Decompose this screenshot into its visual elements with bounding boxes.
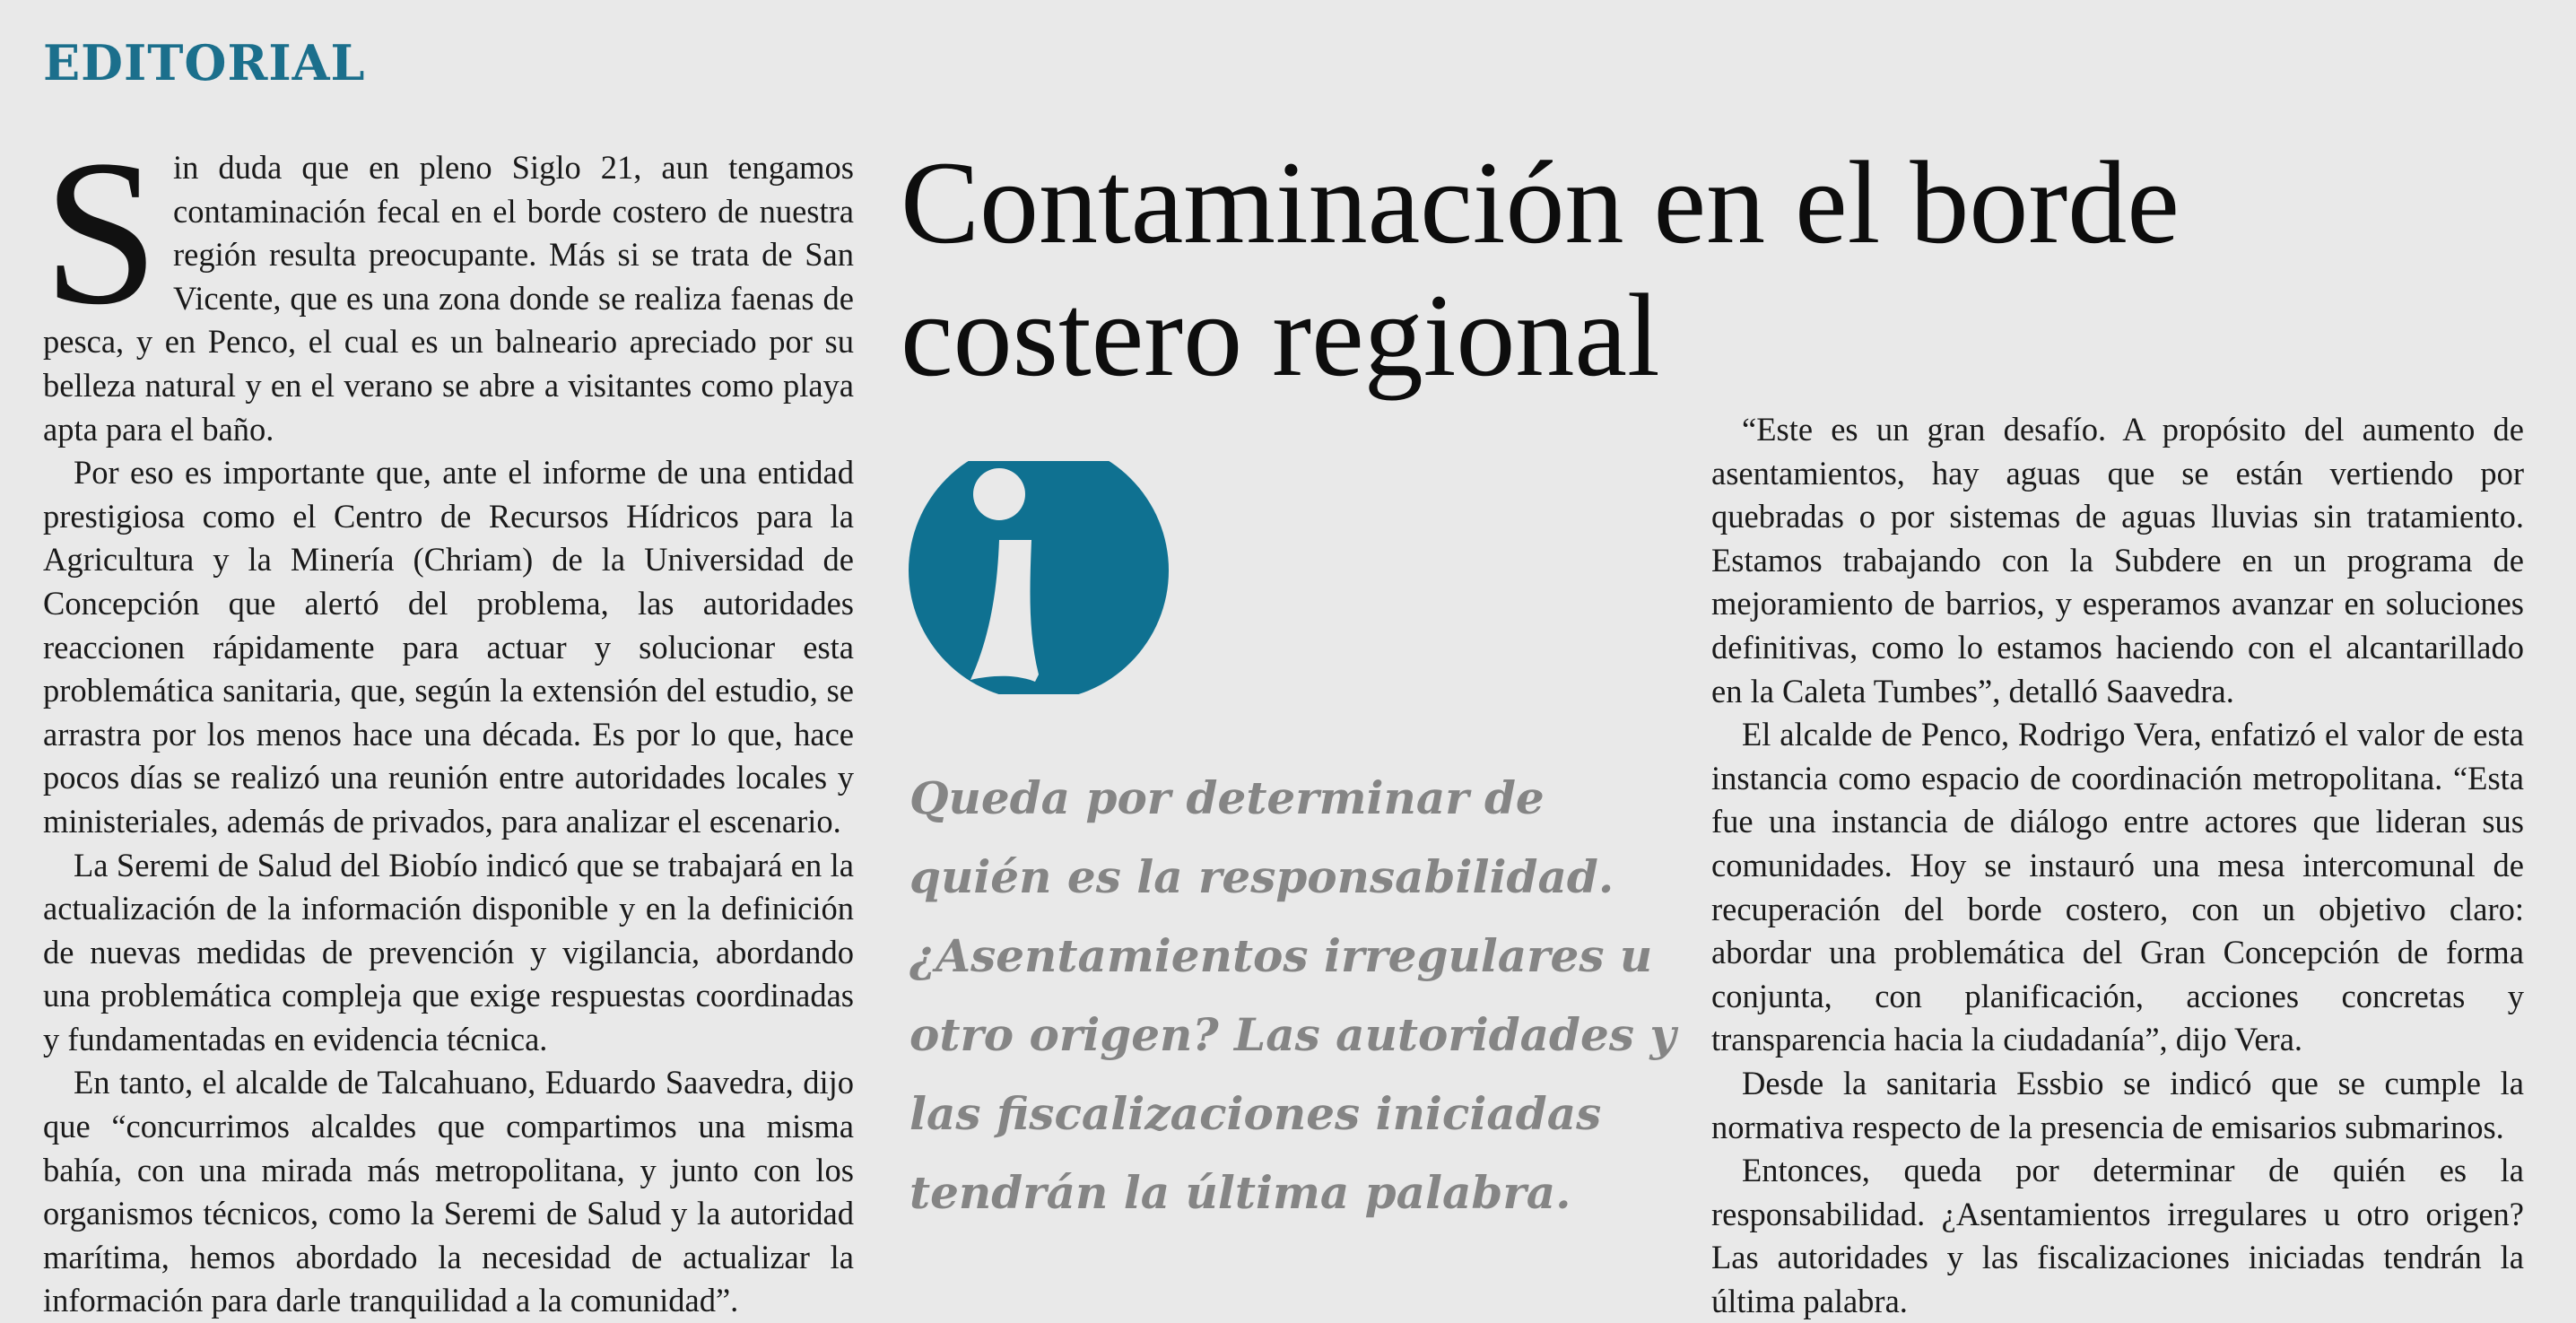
- paragraph-8: Entonces, queda por determinar de quién es la responsabilidad. ¿Asentamientos irregulares u otro origen? Las autoridades y las fiscalizaciones iniciadas tendrán la última palabra.: [1711, 1152, 2524, 1319]
- section-label: EDITORIAL: [43, 34, 366, 91]
- paragraph-5: “Este es un gran desafío. A propósito del aumento de asentamientos, hay aguas que se están vertiendo por quebradas o por sistemas de aguas lluvias sin tratamiento. Estamos trabajando con la Subdere en un programa de mejoramiento de barrios, y esperamos avanzar en soluciones definitivas, como lo estamos haciendo con el alcantarillado en la Caleta Tumbes”, detalló Saavedra.: [1711, 411, 2524, 709]
- paragraph-text: in duda que en pleno Siglo 21, aun tengamos contaminación fecal en el borde costero de nuestra región resulta preocupante. Más si se trata de San Vicente, que es una zona donde se realiza faenas de pesca, y en Penco, el cual es un balneario apreciado por su belleza natural y en el verano se abre a visitantes como playa apta para el baño.: [43, 149, 854, 448]
- paragraph-2: Por eso es importante que, ante el informe de una entidad prestigiosa como el Centro de Recursos Hídricos para la Agricultura y la Minería (Chriam) de la Universidad de Concepción que alertó del problema, las autoridades reaccionen rápidamente para actuar y solucionar esta problemática sanitaria, que, según la extensión del estudio, se arrastra por los menos hace una década. Es por lo que, hace pocos días se realizó una reunión entre autoridades locales y ministeriales, además de privados, para analizar el escenario.: [43, 454, 854, 840]
- right-column: [1711, 408, 2524, 1323]
- paragraph-4: En tanto, el alcalde de Talcahuano, Eduardo Saavedra, dijo que “concurrimos alcaldes que compartimos una misma bahía, con una mirada más metropolitana, y junto con los organismos técnicos, como la Seremi de Salud y la autoridad marítima, hemos abordado la necesidad de actualizar la información para darle tranquilidad a la comunidad”.: [43, 1064, 854, 1319]
- info-bubble-icon: [908, 461, 1177, 694]
- paragraph-1: [43, 118, 854, 451]
- headline: Contaminación en el borde costero regional: [901, 136, 2180, 401]
- drop-cap: S: [43, 118, 160, 348]
- paragraph-6: El alcalde de Penco, Rodrigo Vera, enfatizó el valor de esta instancia como espacio de coordinación metropolitana. “Esta fue una instancia de diálogo entre actores que lideran sus comunidades. Hoy se instauró una mesa intercomunal de recuperación del borde costero, con un objetivo claro: abordar una problemática del Gran Concepción de forma conjunta, con planificación, acciones concretas y transparencia hacia la ciudadanía”, dijo Vera.: [1711, 716, 2524, 1058]
- paragraph-3: La Seremi de Salud del Biobío indicó que se trabajará en la actualización de la información disponible y en la definición de nuevas medidas de prevención y vigilancia, abordando una problemática compleja que exige respuestas coordinadas y fundamentadas en evidencia técnica.: [43, 846, 854, 1058]
- left-column: [43, 118, 854, 1323]
- paragraph-7: Desde la sanitaria Essbio se indicó que se cumple la normativa respecto de la presencia de emisarios submarinos.: [1711, 1064, 2524, 1145]
- pull-quote: Queda por determinar de quién es la responsabilidad. ¿Asentamientos irregulares u otro origen? Las autoridades y las fiscalizaciones iniciadas tendrán la última palabra.: [909, 771, 1676, 1219]
